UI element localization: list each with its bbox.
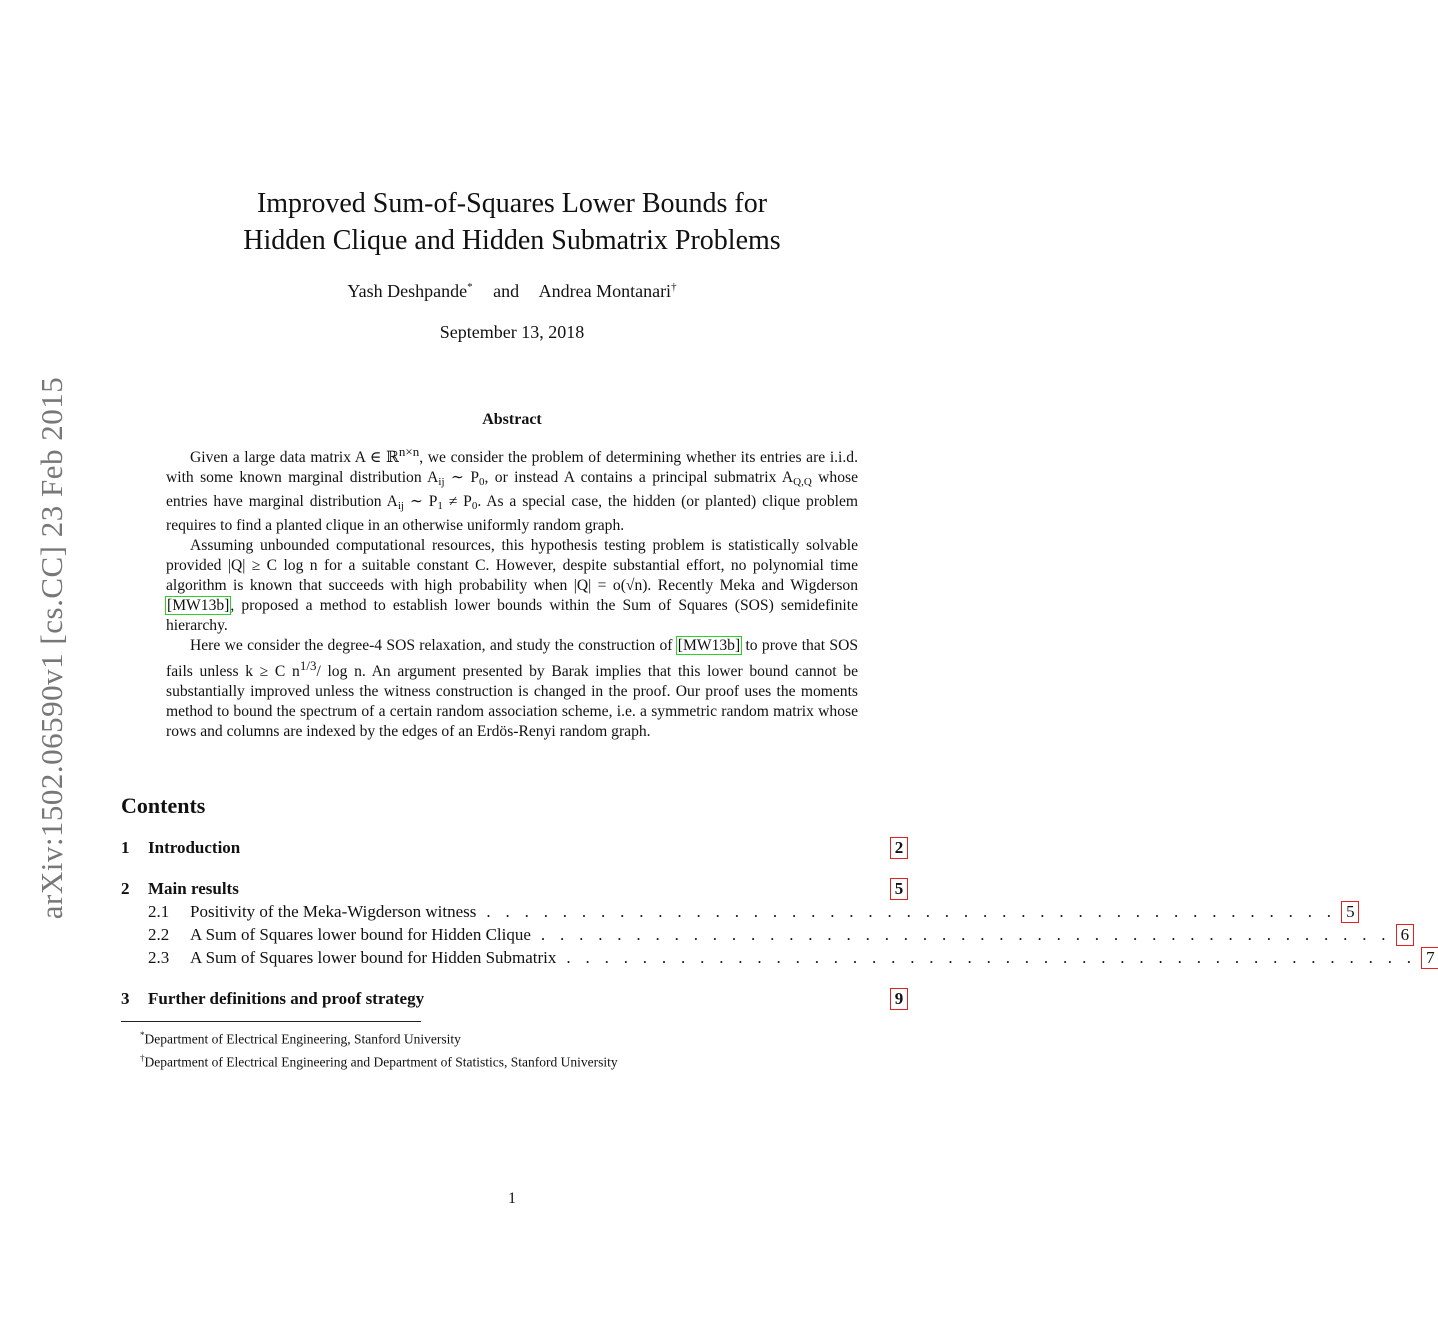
footnote-rule [121, 1021, 421, 1022]
footnote-mark[interactable]: * [467, 281, 473, 293]
footnote-mark: * [140, 1030, 145, 1040]
footnote-mark: † [140, 1052, 145, 1063]
citation-link[interactable]: [MW13b] [167, 597, 230, 615]
footnotes [140, 1026, 618, 1071]
toc-title: Introduction [148, 838, 241, 857]
math-subscript: ij [397, 500, 404, 513]
title-line-1: Improved Sum-of-Squares Lower Bounds for [256, 188, 768, 219]
math-subscript: 0 [479, 476, 485, 489]
toc-page-link[interactable]: 5 [891, 879, 907, 899]
toc-number: 1 [121, 838, 130, 857]
abstract-body [166, 442, 858, 742]
math-superscript: n×n [398, 444, 420, 459]
toc-title: Further definitions and proof strategy [148, 989, 425, 1008]
citation-link[interactable]: [MW13b] [677, 637, 741, 655]
text-run: / log n. An argument presented by Barak implies that this lower bound cannot be substantially improved unless the witness construction is changed in the proof. Our proof uses the moments method to bound the spectrum of a certain random association scheme, i.e. a symmetric random matrix whose rows and columns are indexed by the edges of an Erdös-Renyi random graph. [166, 663, 858, 741]
contents-heading: Contents [121, 793, 206, 818]
toc-entry-hidden-submatrix[interactable] [121, 948, 1435, 972]
author-name: Yash Deshpande [347, 281, 468, 301]
toc-title: Main results [148, 879, 239, 898]
toc-page-link[interactable]: 6 [1397, 925, 1413, 945]
author-name: Andrea Montanari [538, 281, 672, 301]
toc-entry-hidden-clique[interactable] [121, 925, 1410, 949]
abstract-heading: Abstract [482, 411, 542, 428]
math-subscript: Q,Q [793, 476, 812, 489]
math-superscript: 1/3 [299, 658, 317, 674]
text-run: , or instead A contains a principal submatrix A [484, 469, 794, 487]
text-run: ∼ P [444, 469, 479, 487]
toc-number: 2 [121, 879, 130, 898]
toc-number: 2.1 [148, 902, 170, 921]
paper-date: September 13, 2018 [439, 322, 585, 342]
author-separator: and [493, 281, 520, 301]
text-run: to prove that SOS fails unless k ≥ C n [166, 637, 858, 681]
abstract-paragraph [166, 442, 858, 536]
text-run: , proposed a method to establish lower bounds within the Sum of Squares (SOS) semidefinite hierarchy. [166, 597, 858, 635]
text-run: , we consider the problem of determining whether its entries are i.i.d. with some known marginal distribution A [166, 449, 858, 487]
toc-leader: . . . . . . . . . . . . . . . . . . . . . . . . . . . . . . . . . . . . . . . . . . . . . [540, 925, 1391, 944]
toc-entry-main-results[interactable] [121, 879, 907, 903]
paper-title [0, 185, 1024, 259]
toc-title: Positivity of the Meka-Wigderson witness [190, 902, 477, 921]
toc-page-link[interactable]: 9 [891, 989, 907, 1009]
footnote [140, 1049, 618, 1072]
math-subscript: ij [438, 476, 445, 489]
toc-title: A Sum of Squares lower bound for Hidden Clique [190, 925, 531, 944]
text-run: ∼ P [403, 493, 438, 511]
toc-entry-introduction[interactable] [121, 838, 907, 862]
toc-title: A Sum of Squares lower bound for Hidden Submatrix [190, 948, 557, 967]
text-run: . As a special case, the hidden (or planted) clique problem requires to find a planted clique in an otherwise uniformly random graph. [166, 493, 858, 535]
abstract-paragraph [166, 636, 858, 742]
toc-page-link[interactable]: 5 [1342, 902, 1358, 922]
math-subscript: 1 [437, 500, 443, 513]
footnote [140, 1026, 618, 1049]
abstract-paragraph [166, 536, 858, 636]
toc-leader: . . . . . . . . . . . . . . . . . . . . . . . . . . . . . . . . . . . . . . . . . . . . . [486, 902, 1337, 921]
text-run: Here we consider the degree-4 SOS relaxation, and study the construction of [190, 637, 677, 655]
footnote-text: Department of Electrical Engineering, Stanford University [144, 1031, 461, 1047]
toc-number: 2.3 [148, 948, 170, 967]
toc-entry-positivity[interactable] [121, 902, 1355, 926]
footnote-mark[interactable]: † [671, 281, 677, 293]
toc-leader: . . . . . . . . . . . . . . . . . . . . . . . . . . . . . . . . . . . . . . . . . . . . . [566, 948, 1417, 967]
toc-number: 2.2 [148, 925, 170, 944]
page-number: 1 [508, 1190, 516, 1207]
text-run: ≠ P [442, 493, 472, 511]
text-run: Given a large data matrix A ∈ ℝ [190, 449, 399, 467]
arxiv-identifier[interactable]: arXiv:1502.06590v1 [cs.CC] 23 Feb 2015 [34, 376, 69, 920]
footnote-text: Department of Electrical Engineering and Department of Statistics, Stanford University [144, 1054, 618, 1069]
math-subscript: 0 [471, 500, 478, 513]
text-run: Assuming unbounded computational resources, this hypothesis testing problem is statistically solvable provided |Q| ≥ C log n for a suitable constant C. However, despite substantial effort, no polynomial time algorithm is known that succeeds with high probability when |Q| = o(√n). Recently Meka and Wigderson [166, 537, 858, 595]
toc-page-link[interactable]: 2 [891, 838, 907, 858]
author-line [0, 281, 1024, 302]
title-line-2: Hidden Clique and Hidden Submatrix Problems [243, 225, 781, 256]
toc-number: 3 [121, 989, 130, 1008]
toc-entry-further-definitions[interactable] [121, 989, 907, 1013]
toc-page-link[interactable]: 7 [1422, 948, 1438, 968]
text-run: whose entries have marginal distribution A [166, 469, 858, 511]
